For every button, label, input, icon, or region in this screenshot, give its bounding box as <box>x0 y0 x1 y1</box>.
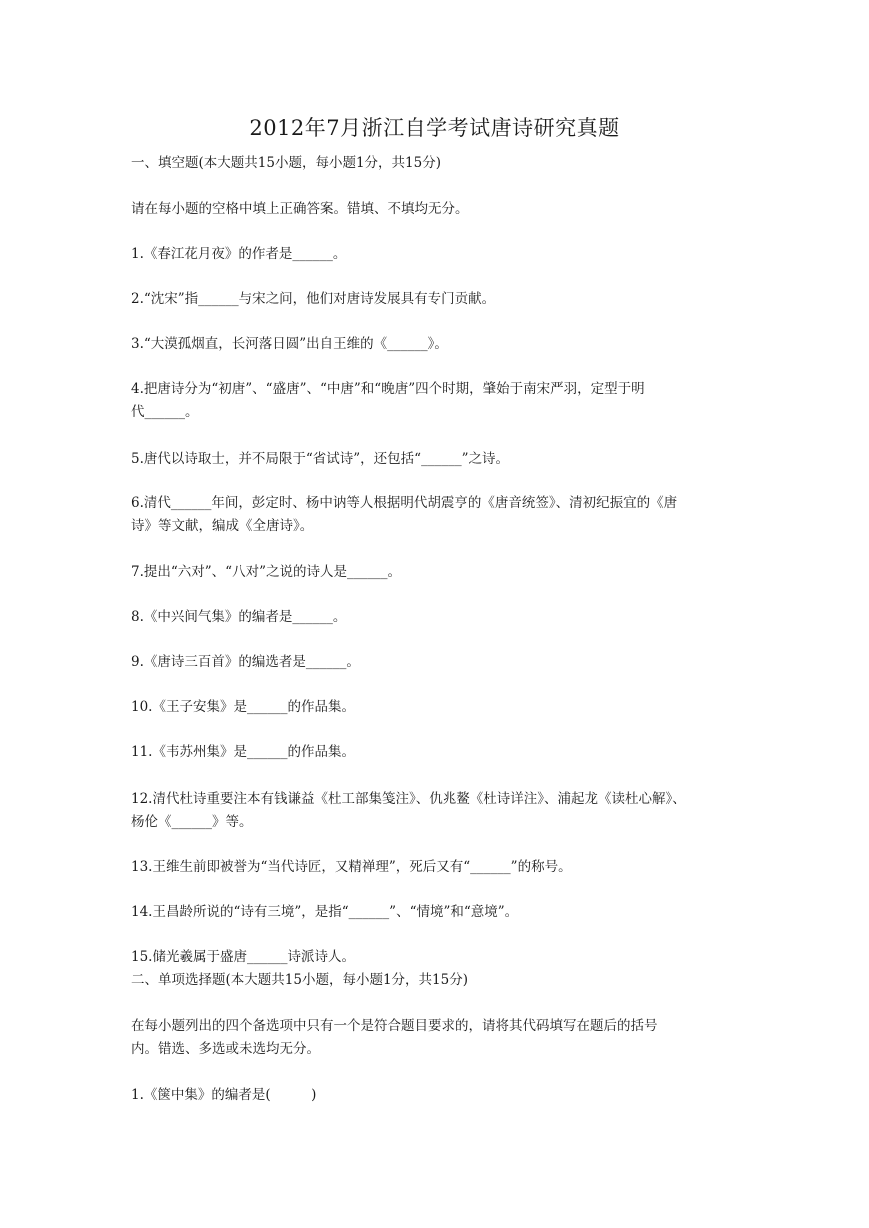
question-line: 5.唐代以诗取士，并不局限于“省试诗”，还包括“______”之诗。 <box>131 451 509 467</box>
section2-instruction: 内。错选、多选或未选均无分。 <box>131 1041 320 1057</box>
question-line: 1.《箧中集》的编者是( ) <box>131 1087 317 1103</box>
question-line: 10.《王子安集》是______的作品集。 <box>131 699 355 715</box>
question-line: 6.清代______年间，彭定时、杨中讷等人根据明代胡震亨的《唐音统签》、清初纪振宜的《唐 <box>131 495 678 511</box>
section2-instruction: 在每小题列出的四个备选项中只有一个是符合题目要求的，请将其代码填写在题后的括号 <box>131 1018 658 1034</box>
document-title: 2012年7月浙江自学考试唐诗研究真题 <box>249 116 620 140</box>
question-line: 11.《韦苏州集》是______的作品集。 <box>131 744 355 760</box>
question-line: 4.把唐诗分为“初唐”、“盛唐”、“中唐”和“晚唐”四个时期，肇始于南宋严羽，定型于明 <box>131 381 645 397</box>
section1-instruction: 请在每小题的空格中填上正确答案。错填、不填均无分。 <box>131 201 469 217</box>
question-line: 杨伦《______》等。 <box>131 814 253 830</box>
question-line: 9.《唐诗三百首》的编选者是______。 <box>131 654 360 670</box>
question-line: 13.王维生前即被誉为“当代诗匠，又精禅理”，死后又有“______”的称号。 <box>131 859 572 875</box>
section2-heading: 二、单项选择题(本大题共15小题，每小题1分，共15分) <box>131 972 468 988</box>
question-line: 12.清代杜诗重要注本有钱谦益《杜工部集笺注》、仇兆鳌《杜诗详注》、浦起龙《读杜心解》、 <box>131 791 686 807</box>
question-line: 15.储光羲属于盛唐______诗派诗人。 <box>131 949 355 965</box>
section1-heading: 一、填空题(本大题共15小题，每小题1分，共15分) <box>131 155 441 171</box>
question-line: 7.提出“六对”、“八对”之说的诗人是______。 <box>131 564 401 580</box>
question-line: 诗》等文献，编成《全唐诗》。 <box>131 518 314 534</box>
question-line: 3.“大漠孤烟直，长河落日圆”出自王维的《______》。 <box>131 336 448 352</box>
question-line: 8.《中兴间气集》的编者是______。 <box>131 609 347 625</box>
question-line: 2.“沈宋”指______与宋之问，他们对唐诗发展具有专门贡献。 <box>131 291 496 307</box>
question-line: 1.《春江花月夜》的作者是______。 <box>131 246 347 262</box>
question-line: 14.王昌龄所说的“诗有三境”，是指“______”、“情境”和“意境”。 <box>131 904 519 920</box>
question-line: 代______。 <box>131 404 199 420</box>
